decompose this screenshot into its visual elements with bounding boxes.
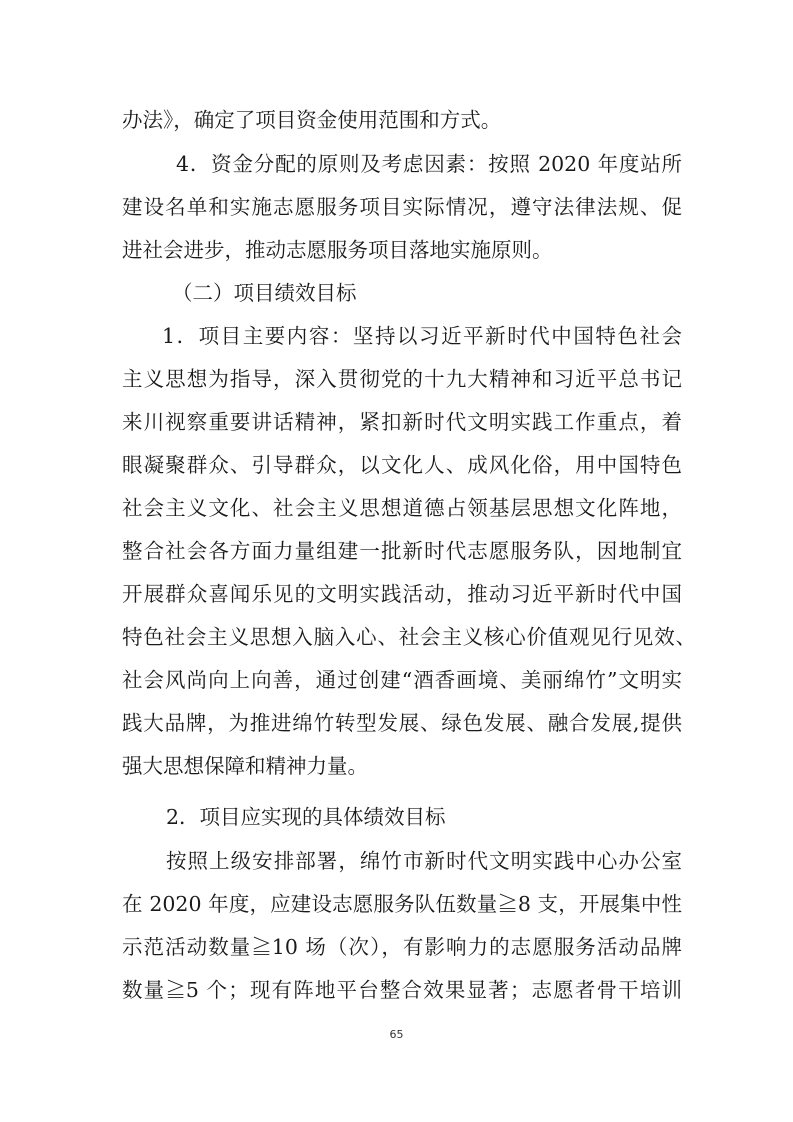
page-number: 65 (389, 1028, 404, 1041)
paragraph-line: 强大思想保障和精神力量。 (122, 754, 368, 778)
paragraph-line: 数量≧5 个；现有阵地平台整合效果显著；志愿者骨干培训 (122, 978, 682, 1002)
paragraph-line: 践大品牌，为推进绵竹转型发展、绿色发展、融合发展,提供 (122, 711, 682, 735)
paragraph-line: 主义思想为指导，深入贯彻党的十九大精神和习近平总书记 (122, 367, 682, 391)
paragraph-line: 进社会进步，推动志愿服务项目落地实施原则。 (122, 238, 553, 262)
paragraph-line: 在 2020 年度，应建设志愿服务队伍数量≧8 支，开展集中性 (122, 892, 682, 916)
paragraph-line: 社会主义文化、社会主义思想道德占领基层思想文化阵地， (122, 496, 682, 520)
subsection-heading: 2．项目应实现的具体绩效目标 (166, 805, 446, 829)
paragraph-line: 开展群众喜闻乐见的文明实践活动，推动习近平新时代中国 (122, 582, 682, 606)
paragraph-line: 眼凝聚群众、引导群众，以文化人、成风化俗，用中国特色 (122, 453, 682, 477)
paragraph-line: 建设名单和实施志愿服务项目实际情况，遵守法律法规、促 (122, 195, 682, 219)
paragraph-line: 来川视察重要讲话精神，紧扣新时代文明实践工作重点，着 (122, 410, 682, 434)
paragraph-line: 示范活动数量≧10 场（次），有影响力的志愿服务活动品牌 (122, 935, 682, 959)
paragraph-line: 特色社会主义思想入脑入心、社会主义核心价值观见行见效、 (122, 625, 696, 649)
paragraph-line: 4．资金分配的原则及考虑因素：按照 2020 年度站所 (176, 152, 682, 176)
paragraph-line: 按照上级安排部署，绵竹市新时代文明实践中心办公室 (166, 849, 682, 873)
paragraph-line: 1．项目主要内容：坚持以习近平新时代中国特色社会 (162, 324, 682, 348)
section-heading: （二）项目绩效目标 (172, 281, 357, 305)
paragraph-line: 整合社会各方面力量组建一批新时代志愿服务队，因地制宜 (122, 539, 682, 563)
paragraph-line: 社会风尚向上向善，通过创建“酒香画境、美丽绵竹”文明实 (122, 668, 682, 692)
paragraph-line: 办法》，确定了项目资金使用范围和方式。 (122, 108, 502, 132)
